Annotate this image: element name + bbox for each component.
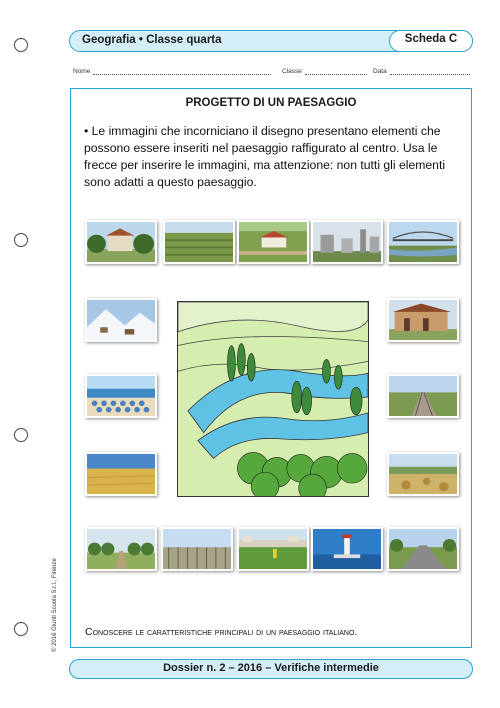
copyright-text: © 2016 Giunti Scuola S.r.l., Firenze xyxy=(52,558,58,652)
date-field[interactable] xyxy=(373,68,470,75)
photo-hay-bales-field[interactable] xyxy=(387,452,459,496)
photo-villa-with-trees[interactable] xyxy=(85,220,157,264)
photo-bridge-over-river[interactable] xyxy=(387,220,459,264)
sheet-label: Scheda C xyxy=(389,30,473,52)
exercise-frame xyxy=(70,88,472,648)
instructions-text: • Le immagini che incorniciano il disegno presentano elementi che possono essere inseriti nel paesaggio raffigurato al centro. Usa le frecce per inserire le immagini, ma attenzione: non tutti gli elementi sono adatti a questo paesaggio. xyxy=(84,124,446,189)
binder-hole xyxy=(14,428,28,442)
photo-beach-with-umbrellas[interactable] xyxy=(85,374,157,418)
photo-farmhouse-aerial[interactable] xyxy=(237,220,309,264)
page-title: PROGETTO DI UN PAESAGGIO xyxy=(185,97,357,109)
dossier-footer: Dossier n. 2 – 2016 – Verifiche intermedie xyxy=(69,659,473,679)
binder-hole xyxy=(14,233,28,247)
photo-snowy-mountain-village[interactable] xyxy=(85,298,157,342)
photo-industrial-plant[interactable] xyxy=(311,220,383,264)
name-field[interactable] xyxy=(73,68,271,75)
photo-plowed-field[interactable] xyxy=(163,220,235,264)
photo-highway[interactable] xyxy=(387,527,459,571)
landscape-drawing xyxy=(177,301,369,497)
photo-lighthouse-sea[interactable] xyxy=(311,527,383,571)
binder-hole xyxy=(14,622,28,636)
class-field[interactable] xyxy=(282,68,367,75)
subject-label: Geografia • Classe quarta xyxy=(82,34,222,46)
header-bar xyxy=(69,30,473,52)
binder-hole xyxy=(14,38,28,52)
photo-vineyard-rows[interactable] xyxy=(161,527,233,571)
photo-rural-farmhouse[interactable] xyxy=(387,298,459,342)
photo-wheat-field[interactable] xyxy=(85,452,157,496)
photo-railway-track[interactable] xyxy=(387,374,459,418)
class-label: Classe xyxy=(282,68,302,75)
photo-countryside-flowers[interactable] xyxy=(237,527,309,571)
date-label: Data xyxy=(373,68,387,75)
learning-objective: Conoscere le caratteristiche principali di un paesaggio italiano. xyxy=(85,626,358,638)
name-label: Nome xyxy=(73,68,91,75)
photo-orchard[interactable] xyxy=(85,527,157,571)
